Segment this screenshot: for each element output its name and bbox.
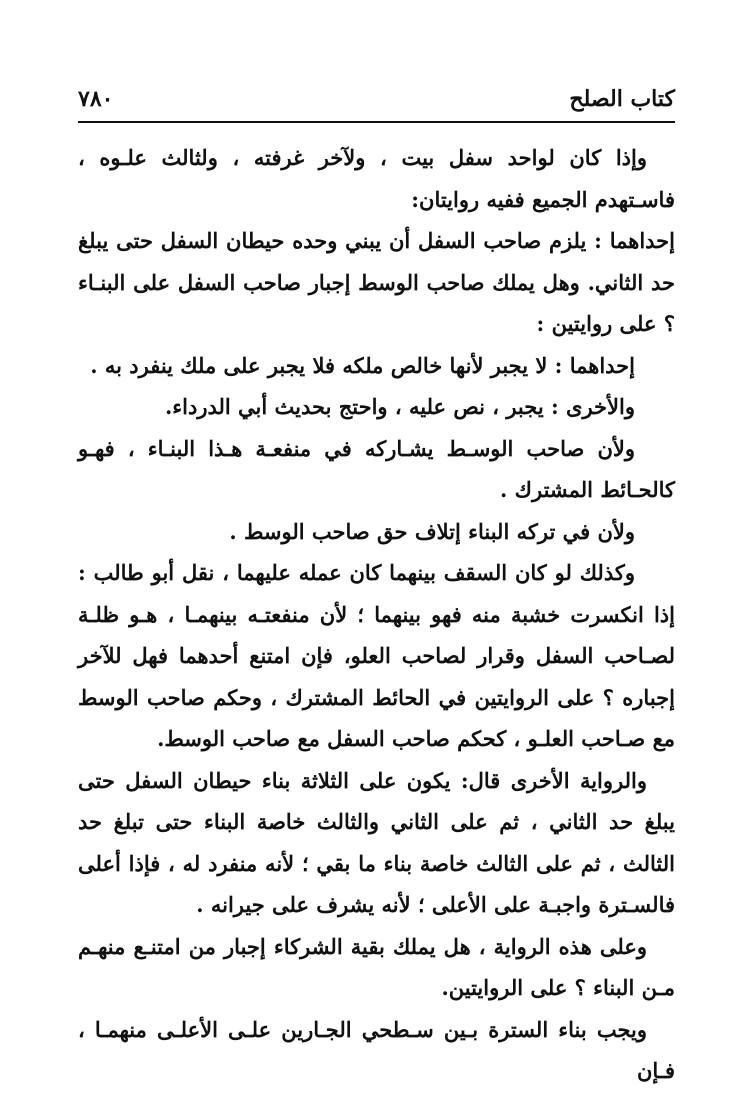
header-rule xyxy=(78,121,675,123)
paragraph-10: ويجب بناء السترة بـين سـطحي الجـارين علـى الأعلـى منهمـا ، فـإن xyxy=(78,1016,675,1083)
paragraph-1: وإذا كان لواحد سفل بيت ، ولآخر غرفته ، ولثالث علـوه ، فاسـتهدم الجميع ففيه روايتان: xyxy=(78,145,675,212)
paragraph-6: ولأن في تركه البناء إتلاف حق صاحب الوسط . xyxy=(229,518,635,544)
paragraph-7: وكذلك لو كان السقف بينهما كان عمله عليهما ، نقل أبو طالب : إذا انكسرت خشبة منه فهو بينهما ؛ لأن منفعتـه بينهمـا ، هـو ظلـة لصـاحب السفل وقرار لصاحب العلو، فإن امتنع أحدهما فهل للآخر إجباره ؟ على الروايتين في الحائط المشترك ، وحكم صاحب الوسط مع صـاحب العلـو ، كحكم صاحب السفل مع صاحب الوسط. xyxy=(78,560,675,751)
paragraph-5: ولأن صاحب الوسـط يشـاركه في منفعـة هـذا البنـاء ، فهـو كالحـائط المشترك . xyxy=(78,435,675,502)
running-title: كتاب الصلح xyxy=(569,86,675,112)
page-number: ٧٨٠ xyxy=(78,86,114,112)
paragraph-4: والأخرى : يجبر ، نص عليه ، واحتج بحديث أبي الدرداء. xyxy=(164,394,635,419)
page-body xyxy=(78,137,675,1092)
paragraph-2: إحداهما : يلزم صاحب السفل أن يبني وحده حيطان السفل حتى يبلغ حد الثاني. وهل يملك صاحب الوسط إجبار صاحب السفل على البنـاء ؟ على روايتين : xyxy=(78,228,675,336)
paragraph-8: والرواية الأخرى قال: يكون على الثلاثة بناء حيطان السفل حتى يبلغ حد الثاني ، ثم على الثاني والثالث خاصة البناء حتى تبلغ حد الثالث ، ثم على الثالث خاصة بناء ما بقي ؛ لأنه منفرد له ، فإذا أعلى فالسـترة واجبـة على الأعلى ؛ لأنه يشرف على جيرانه . xyxy=(78,767,675,917)
paragraph-3: إحداهما : لا يجبر لأنها خالص ملكه فلا يجبر على ملك ينفرد به . xyxy=(90,352,635,378)
page-header xyxy=(78,86,675,116)
paragraph-9: وعلى هذه الرواية ، هل يملك بقية الشركاء إجبار من امتنـع منهـم مـن البناء ؟ على الروايتين. xyxy=(78,933,675,1000)
